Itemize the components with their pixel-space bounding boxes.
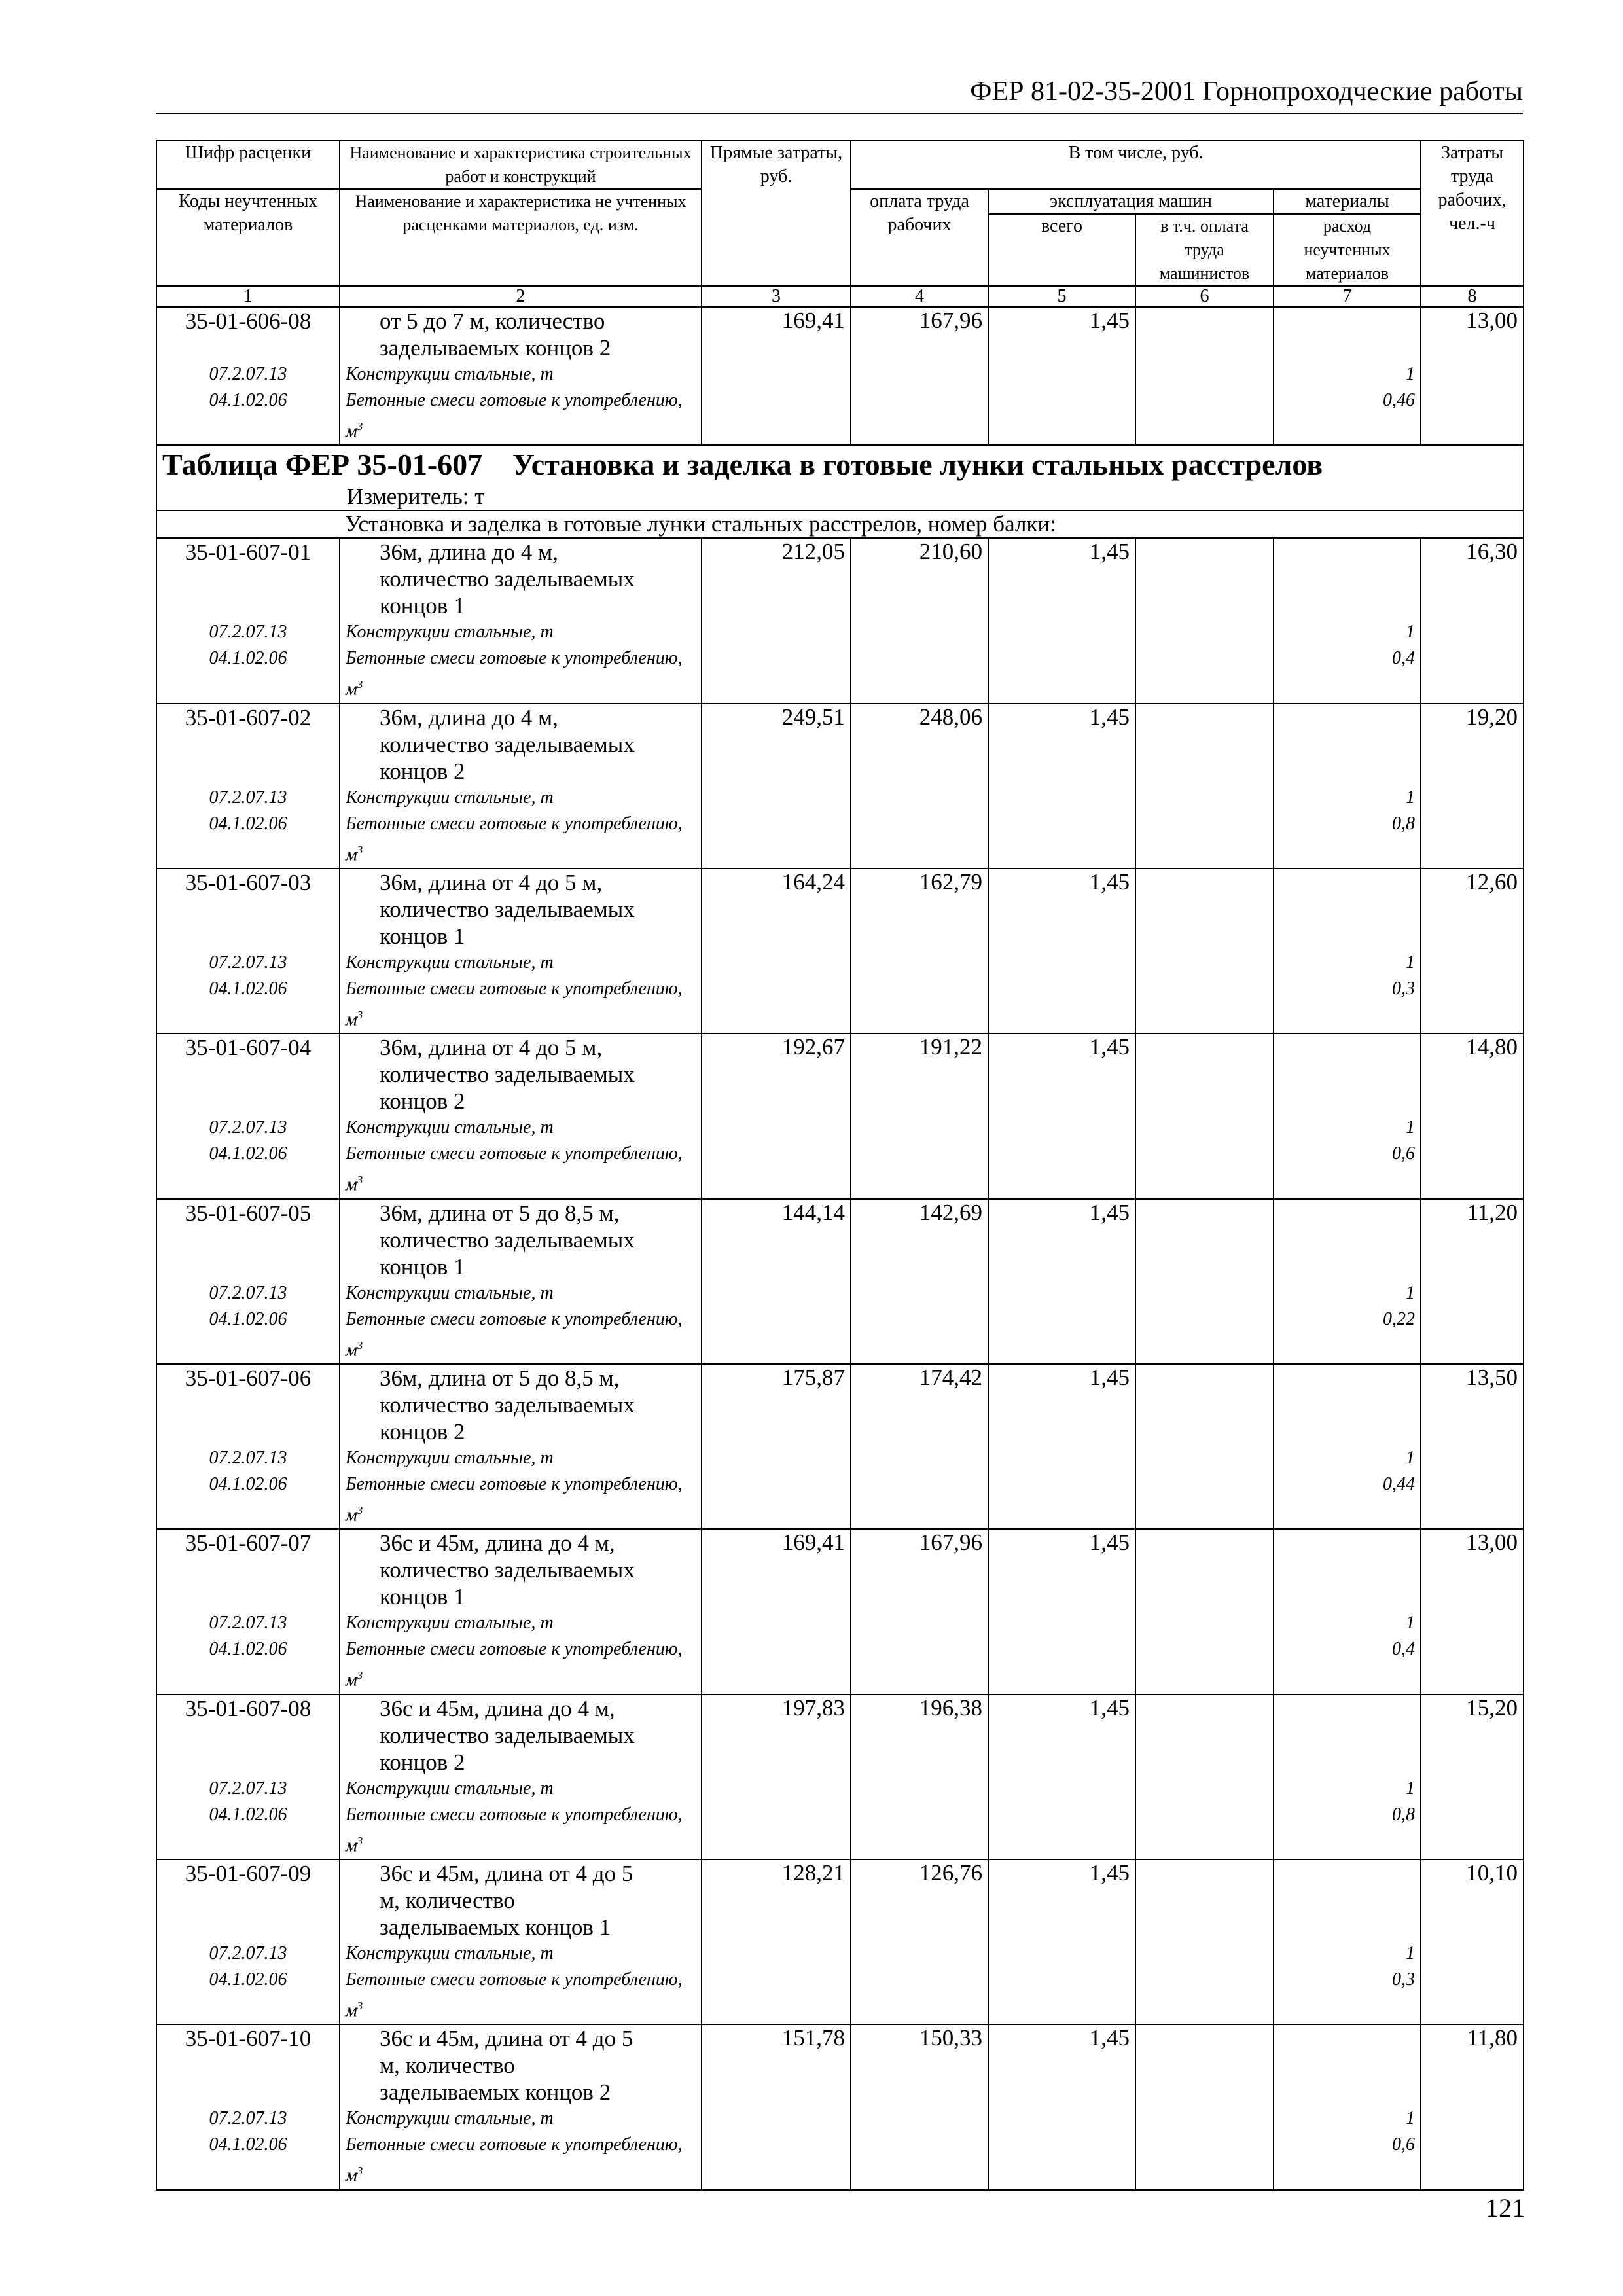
labor-hours: 12,60: [1421, 869, 1524, 1033]
rate-code: 35-01-607-05: [185, 1200, 312, 1226]
header-machines: эксплуатация машин: [988, 189, 1274, 214]
material-name: Конструкции стальные, т: [346, 1117, 554, 1138]
rate-code-cell: [156, 307, 340, 445]
labor-pay: 126,76: [851, 1859, 988, 2024]
material-code: 04.1.02.06: [209, 390, 287, 410]
material-qty: 1: [1406, 364, 1416, 384]
table-title-row: [156, 445, 1524, 484]
header-rate-code: Шифр расценки: [156, 141, 340, 189]
machinist-pay: [1135, 1199, 1274, 1364]
description-cell: 36с и 45м, длина до 4 м, количество заделываемых концов 1 Конструкции стальные, т Бетонные смеси готовые к употреблению, $м^3$: [340, 1529, 702, 1694]
rate-code: 35-01-607-09: [185, 1860, 312, 1886]
section-row: [156, 511, 1524, 538]
labor-hours: 14,80: [1421, 1033, 1524, 1198]
direct-cost: 197,83: [702, 1695, 851, 1859]
material-name: Конструкции стальные, т: [346, 787, 554, 808]
column-number: 6: [1135, 286, 1274, 307]
column-number: 1: [156, 286, 340, 307]
direct-cost: 164,24: [702, 869, 851, 1033]
material-consumption-cell: [1274, 1364, 1421, 1529]
material-qty: 0,4: [1392, 1639, 1416, 1660]
description-cell: от 5 до 7 м, количество заделываемых концов 2 Конструкции стальные, т Бетонные смеси готовые к употреблению, $м^3$: [340, 307, 702, 445]
table-row: [156, 307, 1524, 445]
material-code: 04.1.02.06: [209, 978, 287, 999]
labor-pay: 142,69: [851, 1199, 988, 1364]
rate-code: 35-01-607-03: [185, 869, 312, 895]
rate-code-cell: [156, 869, 340, 1033]
description-cell: 36м, длина от 4 до 5 м, количество заделываемых концов 2 Конструкции стальные, т Бетонные смеси готовые к употреблению, $м^3$: [340, 1033, 702, 1198]
direct-cost: 144,14: [702, 1199, 851, 1364]
material-name: Конструкции стальные, т: [346, 364, 554, 384]
description-cell: 36с и 45м, длина до 4 м, количество заделываемых концов 2 Конструкции стальные, т Бетонные смеси готовые к употреблению, $м^3$: [340, 1695, 702, 1859]
labor-pay: 191,22: [851, 1033, 988, 1198]
material-qty: 0,44: [1383, 1473, 1416, 1494]
rate-code-cell: [156, 1859, 340, 2024]
labor-pay: 167,96: [851, 307, 988, 445]
material-code: 07.2.07.13: [209, 622, 287, 643]
material-consumption-cell: [1274, 1859, 1421, 2024]
labor-pay: 167,96: [851, 1529, 988, 1694]
rate-code-cell: [156, 1033, 340, 1198]
material-code: 07.2.07.13: [209, 1613, 287, 1634]
rate-code-cell: [156, 2024, 340, 2189]
labor-hours: 13,50: [1421, 1364, 1524, 1529]
labor-hours: 11,80: [1421, 2024, 1524, 2189]
labor-hours: 11,20: [1421, 1199, 1524, 1364]
description-cell: 36м, длина от 5 до 8,5 м, количество заделываемых концов 2 Конструкции стальные, т Бетонные смеси готовые к употреблению, $м^3$: [340, 1364, 702, 1529]
page-number: 121: [1486, 2193, 1525, 2223]
material-name: Конструкции стальные, т: [346, 2108, 554, 2129]
material-qty: 1: [1406, 1778, 1416, 1799]
table-row: [156, 1529, 1524, 1694]
rate-code-cell: [156, 1364, 340, 1529]
material-qty: 0,6: [1392, 1143, 1416, 1164]
rate-code: 35-01-607-02: [185, 704, 312, 730]
material-qty: 1: [1406, 622, 1416, 643]
material-consumption-cell: [1274, 307, 1421, 445]
material-code: 04.1.02.06: [209, 1639, 287, 1660]
material-code: 07.2.07.13: [209, 1282, 287, 1303]
column-number: 2: [340, 286, 702, 307]
material-name: Конструкции стальные, т: [346, 622, 554, 643]
material-name: Бетонные смеси готовые к употреблению, м: [346, 648, 683, 700]
labor-pay: 196,38: [851, 1695, 988, 1859]
direct-cost: 169,41: [702, 1529, 851, 1694]
material-qty: 1: [1406, 787, 1416, 808]
work-description: 36м, длина от 4 до 5 м, количество заделываемых концов 1: [380, 869, 635, 949]
rate-code: 35-01-607-08: [185, 1695, 312, 1721]
material-name: Бетонные смеси готовые к употреблению, м: [346, 2134, 683, 2186]
description-cell: 36с и 45м, длина от 4 до 5 м, количество заделываемых концов 1 Конструкции стальные, т Бетонные смеси готовые к употреблению, $м^3$: [340, 1859, 702, 2024]
machines-total: 1,45: [988, 2024, 1135, 2189]
table-meter: Измеритель: т: [156, 484, 1524, 511]
material-name: Бетонные смеси готовые к употреблению, м: [346, 1473, 683, 1526]
header-machines-total: всего: [988, 214, 1135, 286]
machines-total: 1,45: [988, 704, 1135, 869]
work-description: 36с и 45м, длина от 4 до 5 м, количество заделываемых концов 2: [380, 2026, 633, 2106]
machinist-pay: [1135, 307, 1274, 445]
machinist-pay: [1135, 538, 1274, 703]
rate-code: 35-01-607-04: [185, 1035, 312, 1061]
work-description: 36с и 45м, длина до 4 м, количество заделываемых концов 2: [380, 1695, 635, 1775]
work-description: от 5 до 7 м, количество заделываемых концов 2: [380, 308, 611, 361]
rate-code-cell: [156, 1529, 340, 1694]
labor-hours: 16,30: [1421, 538, 1524, 703]
material-name: Бетонные смеси готовые к употреблению, м: [346, 1804, 683, 1856]
material-code: 04.1.02.06: [209, 1308, 287, 1329]
labor-hours: 13,00: [1421, 1529, 1524, 1694]
direct-cost: 169,41: [702, 307, 851, 445]
rate-code: 35-01-607-06: [185, 1365, 312, 1391]
material-qty: 0,8: [1392, 813, 1416, 834]
material-name: Бетонные смеси готовые к употреблению, м: [346, 813, 683, 865]
material-code: 07.2.07.13: [209, 1943, 287, 1964]
material-code: 07.2.07.13: [209, 1447, 287, 1468]
material-code: 04.1.02.06: [209, 1804, 287, 1825]
description-cell: 36м, длина от 5 до 8,5 м, количество заделываемых концов 1 Конструкции стальные, т Бетонные смеси готовые к употреблению, $м^3$: [340, 1199, 702, 1364]
material-consumption-cell: [1274, 1199, 1421, 1364]
machines-total: 1,45: [988, 538, 1135, 703]
material-name: Бетонные смеси готовые к употреблению, м: [346, 1143, 683, 1195]
rates-table: [156, 140, 1524, 2191]
header-labor-pay: оплата труда рабочих: [851, 189, 988, 286]
description-cell: 36с и 45м, длина от 4 до 5 м, количество заделываемых концов 2 Конструкции стальные, т Бетонные смеси готовые к употреблению, $м^3$: [340, 2024, 702, 2189]
header-direct-costs: Прямые затраты, руб.: [702, 141, 851, 286]
machinist-pay: [1135, 704, 1274, 869]
header-labor-hours: Затраты труда рабочих, чел.-ч: [1421, 141, 1524, 286]
material-name: Бетонные смеси готовые к употреблению, м: [346, 1639, 683, 1691]
header-material-names: Наименование и характеристика не учтенных расценками материалов, ед. изм.: [340, 189, 702, 286]
material-name: Бетонные смеси готовые к употреблению, м: [346, 1308, 683, 1360]
direct-cost: 249,51: [702, 704, 851, 869]
direct-cost: 151,78: [702, 2024, 851, 2189]
machinist-pay: [1135, 1695, 1274, 1859]
material-consumption-cell: [1274, 538, 1421, 703]
work-description: 36м, длина от 5 до 8,5 м, количество заделываемых концов 2: [380, 1365, 635, 1444]
machinist-pay: [1135, 869, 1274, 1033]
machines-total: 1,45: [988, 1529, 1135, 1694]
machinist-pay: [1135, 1529, 1274, 1694]
machines-total: 1,45: [988, 307, 1135, 445]
machinist-pay: [1135, 2024, 1274, 2189]
table-row: [156, 1859, 1524, 2024]
labor-pay: 174,42: [851, 1364, 988, 1529]
table-row: [156, 869, 1524, 1033]
material-code: 07.2.07.13: [209, 1778, 287, 1799]
work-description: 36м, длина от 5 до 8,5 м, количество заделываемых концов 1: [380, 1200, 635, 1280]
direct-cost: 175,87: [702, 1364, 851, 1529]
machines-total: 1,45: [988, 869, 1135, 1033]
labor-pay: 210,60: [851, 538, 988, 703]
material-qty: 0,46: [1383, 390, 1416, 410]
description-cell: 36м, длина до 4 м, количество заделываемых концов 1 Конструкции стальные, т Бетонные смеси готовые к употреблению, $м^3$: [340, 538, 702, 703]
material-qty: 0,4: [1392, 648, 1416, 669]
material-consumption-cell: [1274, 2024, 1421, 2189]
work-description: 36м, длина до 4 м, количество заделываемых концов 2: [380, 704, 635, 784]
material-qty: 1: [1406, 2108, 1416, 2129]
rate-code-cell: [156, 1695, 340, 1859]
table-title: Установка и заделка в готовые лунки стальных расстрелов: [512, 448, 1323, 482]
machines-total: 1,45: [988, 1364, 1135, 1529]
material-code: 04.1.02.06: [209, 2134, 287, 2155]
material-name: Конструкции стальные, т: [346, 1778, 554, 1799]
table-title-code: Таблица ФЕР 35-01-607: [162, 448, 483, 482]
rate-code: 35-01-607-01: [185, 539, 312, 565]
material-qty: 1: [1406, 1447, 1416, 1468]
material-qty: 0,3: [1392, 978, 1416, 999]
material-qty: 1: [1406, 952, 1416, 973]
header-row-1: [156, 141, 1524, 189]
table-row: [156, 1199, 1524, 1364]
table-row: [156, 1033, 1524, 1198]
meter-row: [156, 484, 1524, 511]
column-number: 7: [1274, 286, 1421, 307]
material-code: 07.2.07.13: [209, 2108, 287, 2129]
table-row: [156, 2024, 1524, 2189]
machinist-pay: [1135, 1033, 1274, 1198]
machines-total: 1,45: [988, 1859, 1135, 2024]
rate-code-cell: [156, 1199, 340, 1364]
material-code: 04.1.02.06: [209, 813, 287, 834]
material-code: 04.1.02.06: [209, 1969, 287, 1990]
material-qty: 0,22: [1383, 1308, 1416, 1329]
labor-pay: 162,79: [851, 869, 988, 1033]
material-name: Конструкции стальные, т: [346, 1943, 554, 1964]
labor-pay: 150,33: [851, 2024, 988, 2189]
column-numbers-row: [156, 286, 1524, 307]
header-including-group: В том числе, руб.: [851, 141, 1421, 189]
material-name: Бетонные смеси готовые к употреблению, м: [346, 978, 683, 1030]
material-consumption-cell: [1274, 1695, 1421, 1859]
material-qty: 0,3: [1392, 1969, 1416, 1990]
material-name: Конструкции стальные, т: [346, 1447, 554, 1468]
labor-pay: 248,06: [851, 704, 988, 869]
rate-code: 35-01-607-10: [185, 2026, 312, 2052]
material-qty: 0,6: [1392, 2134, 1416, 2155]
material-code: 04.1.02.06: [209, 1473, 287, 1494]
material-consumption-cell: [1274, 1529, 1421, 1694]
labor-hours: 19,20: [1421, 704, 1524, 869]
work-description: 36м, длина до 4 м, количество заделываемых концов 1: [380, 539, 635, 619]
machinist-pay: [1135, 1364, 1274, 1529]
material-code: 07.2.07.13: [209, 952, 287, 973]
labor-hours: 15,20: [1421, 1695, 1524, 1859]
material-code: 07.2.07.13: [209, 364, 287, 384]
material-code: 07.2.07.13: [209, 787, 287, 808]
direct-cost: 192,67: [702, 1033, 851, 1198]
rate-code: 35-01-607-07: [185, 1530, 312, 1556]
material-qty: 1: [1406, 1613, 1416, 1634]
material-code: 04.1.02.06: [209, 648, 287, 669]
work-description: 36м, длина от 4 до 5 м, количество заделываемых концов 2: [380, 1035, 635, 1115]
material-consumption-cell: [1274, 704, 1421, 869]
header-material-consumption: расход неучтенных материалов: [1274, 214, 1421, 286]
material-qty: 1: [1406, 1943, 1416, 1964]
rate-code: 35-01-606-08: [185, 308, 312, 334]
material-code: 04.1.02.06: [209, 1143, 287, 1164]
section-title: Установка и заделка в готовые лунки стальных расстрелов, номер балки:: [340, 511, 1524, 538]
material-consumption-cell: [1274, 869, 1421, 1033]
header-materials: материалы: [1274, 189, 1421, 214]
rate-code-cell: [156, 538, 340, 703]
column-number: 5: [988, 286, 1135, 307]
header-material-codes: Коды неучтенных материалов: [156, 189, 340, 286]
material-qty: 1: [1406, 1282, 1416, 1303]
work-description: 36с и 45м, длина от 4 до 5 м, количество заделываемых концов 1: [380, 1860, 633, 1940]
material-name: Конструкции стальные, т: [346, 1282, 554, 1303]
labor-hours: 10,10: [1421, 1859, 1524, 2024]
machines-total: 1,45: [988, 1199, 1135, 1364]
labor-hours: 13,00: [1421, 307, 1524, 445]
column-number: 3: [702, 286, 851, 307]
column-number: 4: [851, 286, 988, 307]
rows-body: [156, 538, 1524, 2189]
machinist-pay: [1135, 1859, 1274, 2024]
material-qty: 1: [1406, 1117, 1416, 1138]
material-name: Бетонные смеси готовые к употреблению, м: [346, 390, 683, 442]
material-name: Бетонные смеси готовые к употреблению, м: [346, 1969, 683, 2021]
table-row: [156, 704, 1524, 869]
description-cell: 36м, длина от 4 до 5 м, количество заделываемых концов 1 Конструкции стальные, т Бетонные смеси готовые к употреблению, $м^3$: [340, 869, 702, 1033]
column-number: 8: [1421, 286, 1524, 307]
rate-code-cell: [156, 704, 340, 869]
table-row: [156, 538, 1524, 703]
machines-total: 1,45: [988, 1695, 1135, 1859]
description-cell: 36м, длина до 4 м, количество заделываемых концов 2 Конструкции стальные, т Бетонные смеси готовые к употреблению, $м^3$: [340, 704, 702, 869]
material-name: Конструкции стальные, т: [346, 952, 554, 973]
direct-cost: 128,21: [702, 1859, 851, 2024]
table-row: [156, 1364, 1524, 1529]
running-header: ФЕР 81-02-35-2001 Горнопроходческие работы: [156, 73, 1523, 114]
direct-cost: 212,05: [702, 538, 851, 703]
table-row: [156, 1695, 1524, 1859]
material-name: Конструкции стальные, т: [346, 1613, 554, 1634]
machines-total: 1,45: [988, 1033, 1135, 1198]
material-consumption-cell: [1274, 1033, 1421, 1198]
material-qty: 0,8: [1392, 1804, 1416, 1825]
material-code: 07.2.07.13: [209, 1117, 287, 1138]
header-machinist-pay: в т.ч. оплата труда машинистов: [1135, 214, 1274, 286]
header-work-name: Наименование и характеристика строительных работ и конструкций: [340, 141, 702, 189]
work-description: 36с и 45м, длина до 4 м, количество заделываемых концов 1: [380, 1530, 635, 1610]
